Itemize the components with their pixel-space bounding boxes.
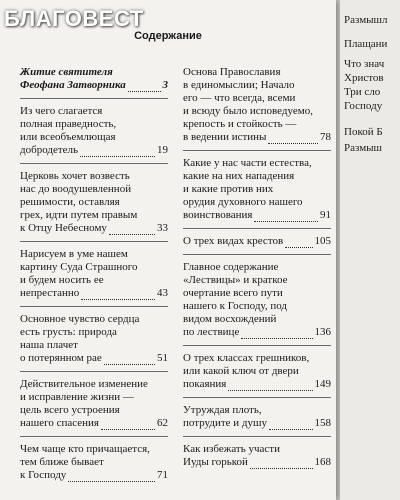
page-title: Содержание	[134, 30, 202, 42]
toc-entry-last-line	[183, 417, 331, 430]
toc-page-number: 51	[157, 352, 168, 364]
toc-page-number: 158	[314, 417, 331, 429]
toc-entry	[20, 313, 168, 365]
toc-entry-line: Основа Православия	[183, 66, 281, 78]
toc-entry-line: Утруждая плоть,	[183, 404, 262, 416]
toc-left-column	[20, 66, 168, 488]
toc-entry	[20, 378, 168, 430]
entry-separator	[183, 228, 331, 229]
toc-entry-last-line	[183, 326, 331, 339]
toc-page-number: 43	[157, 287, 168, 299]
entry-separator	[183, 436, 331, 437]
toc-entry	[183, 235, 331, 248]
dot-leader	[109, 225, 155, 235]
toc-entry-last-line	[183, 378, 331, 391]
toc-right-column	[183, 66, 331, 475]
toc-entry-line: в ведении истины	[183, 131, 267, 143]
toc-entry-last-line	[183, 235, 331, 248]
dot-leader	[241, 329, 312, 339]
toc-entry-line: по лествице	[183, 326, 240, 338]
toc-page-number: 33	[157, 222, 168, 234]
toc-entry-line: Чем чаще кто причащается,	[20, 443, 150, 455]
dot-leader	[269, 420, 313, 430]
adjacent-page-text: Покой Б	[344, 126, 383, 138]
toc-entry-line: к Господу	[20, 469, 67, 481]
toc-entry-line: О трех классах грешников,	[183, 352, 310, 364]
toc-entry-line: Нарисуем в уме нашем	[20, 248, 128, 260]
toc-entry-line: Житие святителя	[20, 66, 113, 78]
dot-leader	[268, 134, 318, 144]
toc-entry-line: какие на них нападения	[183, 170, 295, 182]
adjacent-page-text: Господу	[344, 100, 383, 112]
entry-separator	[183, 345, 331, 346]
toc-entry	[183, 157, 331, 222]
toc-entry-line: Главное содержание	[183, 261, 279, 273]
toc-entry	[183, 261, 331, 339]
toc-page-number: 78	[320, 131, 331, 143]
toc-entry-line: нашего спасения	[20, 417, 99, 429]
toc-entry-line: и всюду было исповедуемо,	[183, 105, 313, 117]
toc-entry-line: «Лествицы» и краткое	[183, 274, 288, 286]
entry-separator	[20, 371, 168, 372]
toc-page-number: 136	[314, 326, 331, 338]
toc-entry-line: Феофана Затворника	[20, 79, 126, 91]
toc-entry-line: полная праведность,	[20, 118, 117, 130]
entry-separator	[183, 397, 331, 398]
toc-entry-line: Церковь хочет возвесть	[20, 170, 130, 182]
entry-separator	[183, 150, 331, 151]
toc-entry-line: картину Суда Страшного	[20, 261, 138, 273]
toc-entry-line: Из чего слагается	[20, 105, 103, 117]
adjacent-page-text: Что знач	[344, 58, 385, 70]
dot-leader	[254, 212, 318, 222]
toc-entry-line: потрудите и душу	[183, 417, 267, 429]
toc-entry-line: грех, идти путем правым	[20, 209, 138, 221]
toc-entry-last-line	[20, 469, 168, 482]
toc-entry-last-line	[20, 79, 168, 92]
toc-entry	[20, 170, 168, 235]
adjacent-page	[340, 0, 400, 500]
toc-entry	[20, 248, 168, 300]
toc-entry-line: и будем носить ее	[20, 274, 104, 286]
toc-entry-line: О трех видах крестов	[183, 235, 284, 247]
toc-entry-line: Иуды горькой	[183, 456, 248, 468]
toc-entry-line: видом восхождений	[183, 313, 277, 325]
toc-entry-line: Основное чувство сердца	[20, 313, 140, 325]
toc-entry	[20, 66, 168, 92]
adjacent-page-text: Три сло	[344, 86, 381, 98]
toc-entry-last-line	[20, 287, 168, 300]
toc-entry-line: его — что всегда, всеми	[183, 92, 296, 104]
toc-entry-line: добродетель	[20, 144, 79, 156]
toc-entry-line: есть грусть: природа	[20, 326, 117, 338]
toc-entry-last-line	[183, 131, 331, 144]
dot-leader	[285, 238, 312, 248]
toc-entry-line: нашего к Господу, под	[183, 300, 287, 312]
toc-entry-last-line	[20, 222, 168, 235]
toc-page-number: 168	[314, 456, 331, 468]
toc-entry	[183, 352, 331, 391]
dot-leader	[128, 82, 161, 92]
toc-entry-line: тем ближе бывает	[20, 456, 104, 468]
entry-separator	[20, 98, 168, 99]
toc-entry-line: покаяния	[183, 378, 227, 390]
toc-entry	[183, 443, 331, 469]
toc-entry-last-line	[183, 209, 331, 222]
toc-entry-line: крепость и стойкость —	[183, 118, 297, 130]
toc-entry-line: очертание всего пути	[183, 287, 283, 299]
toc-entry-line: и какие против них	[183, 183, 274, 195]
toc-entry-line: орудия духовного нашего	[183, 196, 303, 208]
toc-entry-line: Какие у нас части естества,	[183, 157, 312, 169]
toc-entry	[183, 404, 331, 430]
entry-separator	[20, 436, 168, 437]
toc-entry-line: наша плачет	[20, 339, 78, 351]
toc-entry-line: в единомыслии; Начало	[183, 79, 295, 91]
toc-page-number: 91	[320, 209, 331, 221]
toc-page-number: 19	[157, 144, 168, 156]
dot-leader	[228, 381, 312, 391]
toc-entry	[183, 66, 331, 144]
watermark-logo: БЛАГОВЕСТ	[4, 6, 144, 31]
toc-entry-line: решимости, оставляя	[20, 196, 120, 208]
toc-page-number: 105	[314, 235, 331, 247]
toc-page-number: 71	[157, 469, 168, 481]
toc-entry-line: Как избежать участи	[183, 443, 280, 455]
entry-separator	[20, 241, 168, 242]
toc-entry	[20, 105, 168, 157]
entry-separator	[183, 254, 331, 255]
toc-entry-last-line	[20, 417, 168, 430]
dot-leader	[104, 355, 155, 365]
toc-entry-line: и исправление жизни —	[20, 391, 134, 403]
adjacent-page-text: Размыш	[344, 142, 383, 154]
toc-page-number: 3	[162, 79, 168, 91]
dot-leader	[250, 459, 313, 469]
toc-entry-last-line	[183, 456, 331, 469]
dot-leader	[101, 420, 155, 430]
toc-entry-last-line	[20, 144, 168, 157]
adjacent-page-text: Размышл	[344, 14, 388, 26]
toc-entry	[20, 443, 168, 482]
entry-separator	[20, 163, 168, 164]
toc-entry-last-line	[20, 352, 168, 365]
toc-page-number: 62	[157, 417, 168, 429]
toc-entry-line: или какой ключ от двери	[183, 365, 299, 377]
dot-leader	[68, 472, 155, 482]
toc-entry-line: воинствования	[183, 209, 253, 221]
toc-entry-line: непрестанно	[20, 287, 80, 299]
toc-entry-line: о потерянном рае	[20, 352, 102, 364]
toc-entry-line: Действительное изменение	[20, 378, 148, 390]
toc-entry-line: к Отцу Небесному	[20, 222, 107, 234]
dot-leader	[80, 147, 155, 157]
adjacent-page-text: Христов	[344, 72, 384, 84]
toc-entry-line: или всеобъемлющая	[20, 131, 116, 143]
entry-separator	[20, 306, 168, 307]
toc-page-number: 149	[314, 378, 331, 390]
adjacent-page-text: Плащани	[344, 38, 388, 50]
dot-leader	[81, 290, 155, 300]
toc-entry-line: цель всего устроения	[20, 404, 120, 416]
toc-entry-line: нас до воодушевленной	[20, 183, 132, 195]
